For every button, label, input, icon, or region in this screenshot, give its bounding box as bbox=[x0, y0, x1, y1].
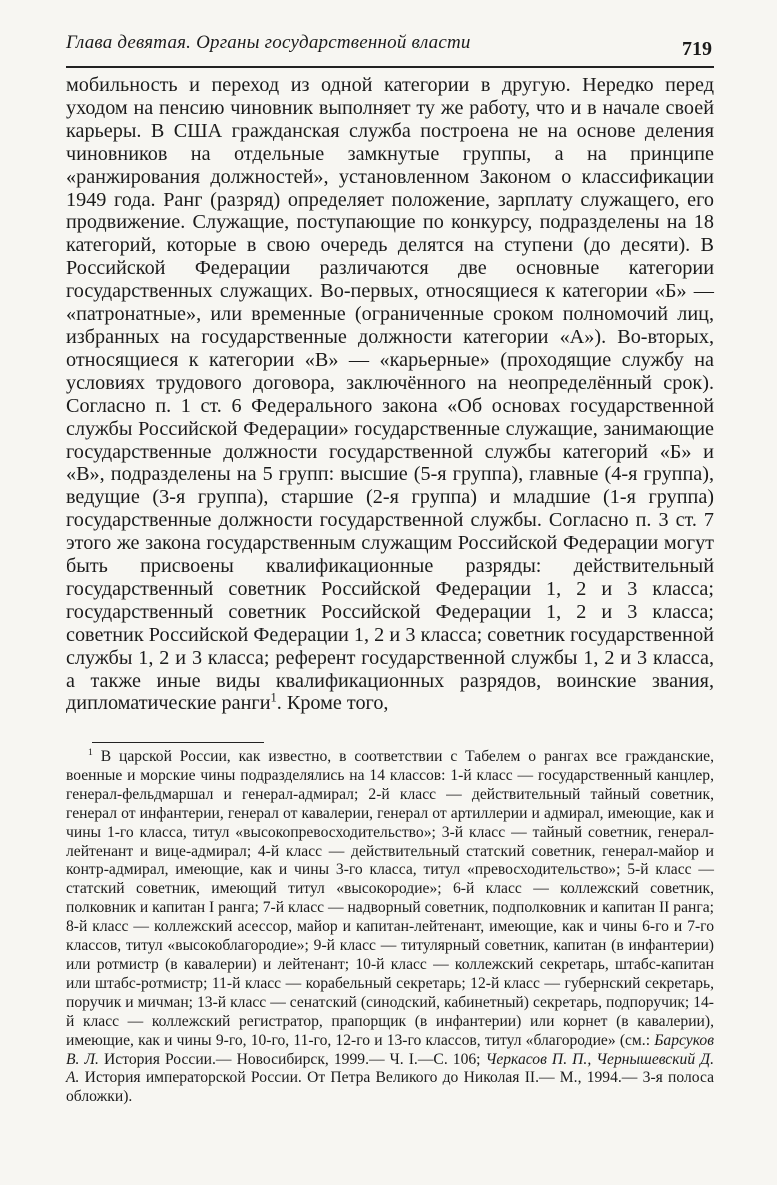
body-text-before-note: мобильность и переход из одной категории в другую. Нередко перед уходом на пенсию чиновник выполняет ту же работу, что и в начале своей карьеры. В США гражданская служба построена не на основе деления чиновников на отдельные замкнутые группы, а на принципе «ранжирования должностей», установленном Законом о классификации 1949 года. Ранг (разряд) определяет положение, зарплату служащего, его продвижение. Служащие, поступающие по конкурсу, подразделены на 18 категорий, которые в свою очередь делятся на ступени (до десяти). В Российской Федерации различаются две основные категории государственных служащих. Во-первых, относящиеся к категории «Б» — «патронатные», или временные (ограниченные сроком полномочий лиц, избранных на государственные должности категории «А»). Во-вторых, относящиеся к категории «В» — «карьерные» (проходящие службу на условиях трудового договора, заключённого на неопределённый срок). Согласно п. 1 ст. 6 Федерального закона «Об основах государственной службы Российской Федерации» государственные служащие, занимающие государственные должности государственной службы категорий «Б» и «В», подразделены на 5 групп: высшие (5-я группа), главные (4-я группа), ведущие (3-я группа), старшие (2-я группа) и младшие (1-я группа) государственные должности государственной службы. Согласно п. 3 ст. 7 этого же закона государственным служащим Российской Федерации могут быть присвоены квалификационные разряды: действительный государственный советник Российской Федерации 1, 2 и 3 класса; государственный советник Российской Федерации 1, 2 и 3 класса; советник Российской Федерации 1, 2 и 3 класса; советник государственной службы 1, 2 и 3 класса; референт государственной службы 1, 2 и 3 класса, а также иные виды квалификационных разрядов, воинские звания, дипломатические ранги bbox=[66, 74, 714, 715]
footnote bbox=[66, 748, 714, 1107]
footnote-text-part2: История России.— Новосибирск, 1999.— Ч. I.—С. 106; bbox=[98, 1050, 486, 1068]
body-text-after-note: . Кроме того, bbox=[276, 692, 389, 715]
footnote-text-part3: История императорской России. От Петра Великого до Николая II.— М., 1994.— 3-я полоса обложки). bbox=[66, 1069, 714, 1106]
footnote-text-part1: В царской России, как известно, в соответствии с Табелем о рангах все гражданские, военные и морские чины подразделялись на 14 классов: 1-й класс — государственный канцлер, генерал-фельдмаршал и генерал-адмирал; 2-й класс — действительный тайный советник, генерал от инфантерии, генерал от кавалерии, генерал от артиллерии и адмирал, имеющие, как и чины 1-го класса, титул «высокопревосходительство»; 3-й класс — тайный советник, генерал-лейтенант и вице-адмирал; 4-й класс — действительный статский советник, генерал-майор и контр-адмирал, имеющие, как и чины 3-го класса, титул «превосходительство»; 5-й класс — статский советник, имеющий титул «высокородие»; 6-й класс — коллежский советник, полковник и капитан I ранга; 7-й класс — надворный советник, подполковник и капитан II ранга; 8-й класс — коллежский асессор, майор и капитан-лейтенант, имеющие, как и чины 6-го и 7-го классов, титул «высокоблагородие»; 9-й класс — титулярный советник, капитан (в инфантерии) или ротмистр (в кавалерии) и лейтенант; 10-й класс — коллежский секретарь, штабс-капитан или штабс-ротмистр; 11-й класс — корабельный секретарь; 12-й класс — губернский секретарь, поручик и мичман; 13-й класс — сенатский (синодский, кабинетный) секретарь, подпоручик; 14-й класс — коллежский регистратор, прапорщик (в инфантерии) или корнет (в кавалерии), имеющие, как и чины 9-го, 10-го, 11-го, 12-го и 13-го классов, титул «благородие» (см.: bbox=[66, 748, 714, 1049]
footnote-marker: 1 bbox=[88, 746, 93, 758]
footnote-author-1: Барсуков В. Л. bbox=[66, 1031, 714, 1068]
footnote-reference: 1 bbox=[270, 690, 277, 705]
running-title: Глава девятая. Органы государственной власти bbox=[66, 32, 471, 53]
footnote-separator bbox=[92, 742, 264, 743]
page-number: 719 bbox=[682, 38, 712, 60]
header-rule bbox=[66, 66, 714, 68]
page-header bbox=[66, 28, 716, 68]
footnote-author-2: Черкасов П. П., Чернышевский Д. А. bbox=[66, 1050, 714, 1087]
main-body-text bbox=[66, 74, 714, 715]
footnote-paragraph bbox=[66, 748, 714, 1107]
body-paragraph bbox=[66, 74, 714, 715]
